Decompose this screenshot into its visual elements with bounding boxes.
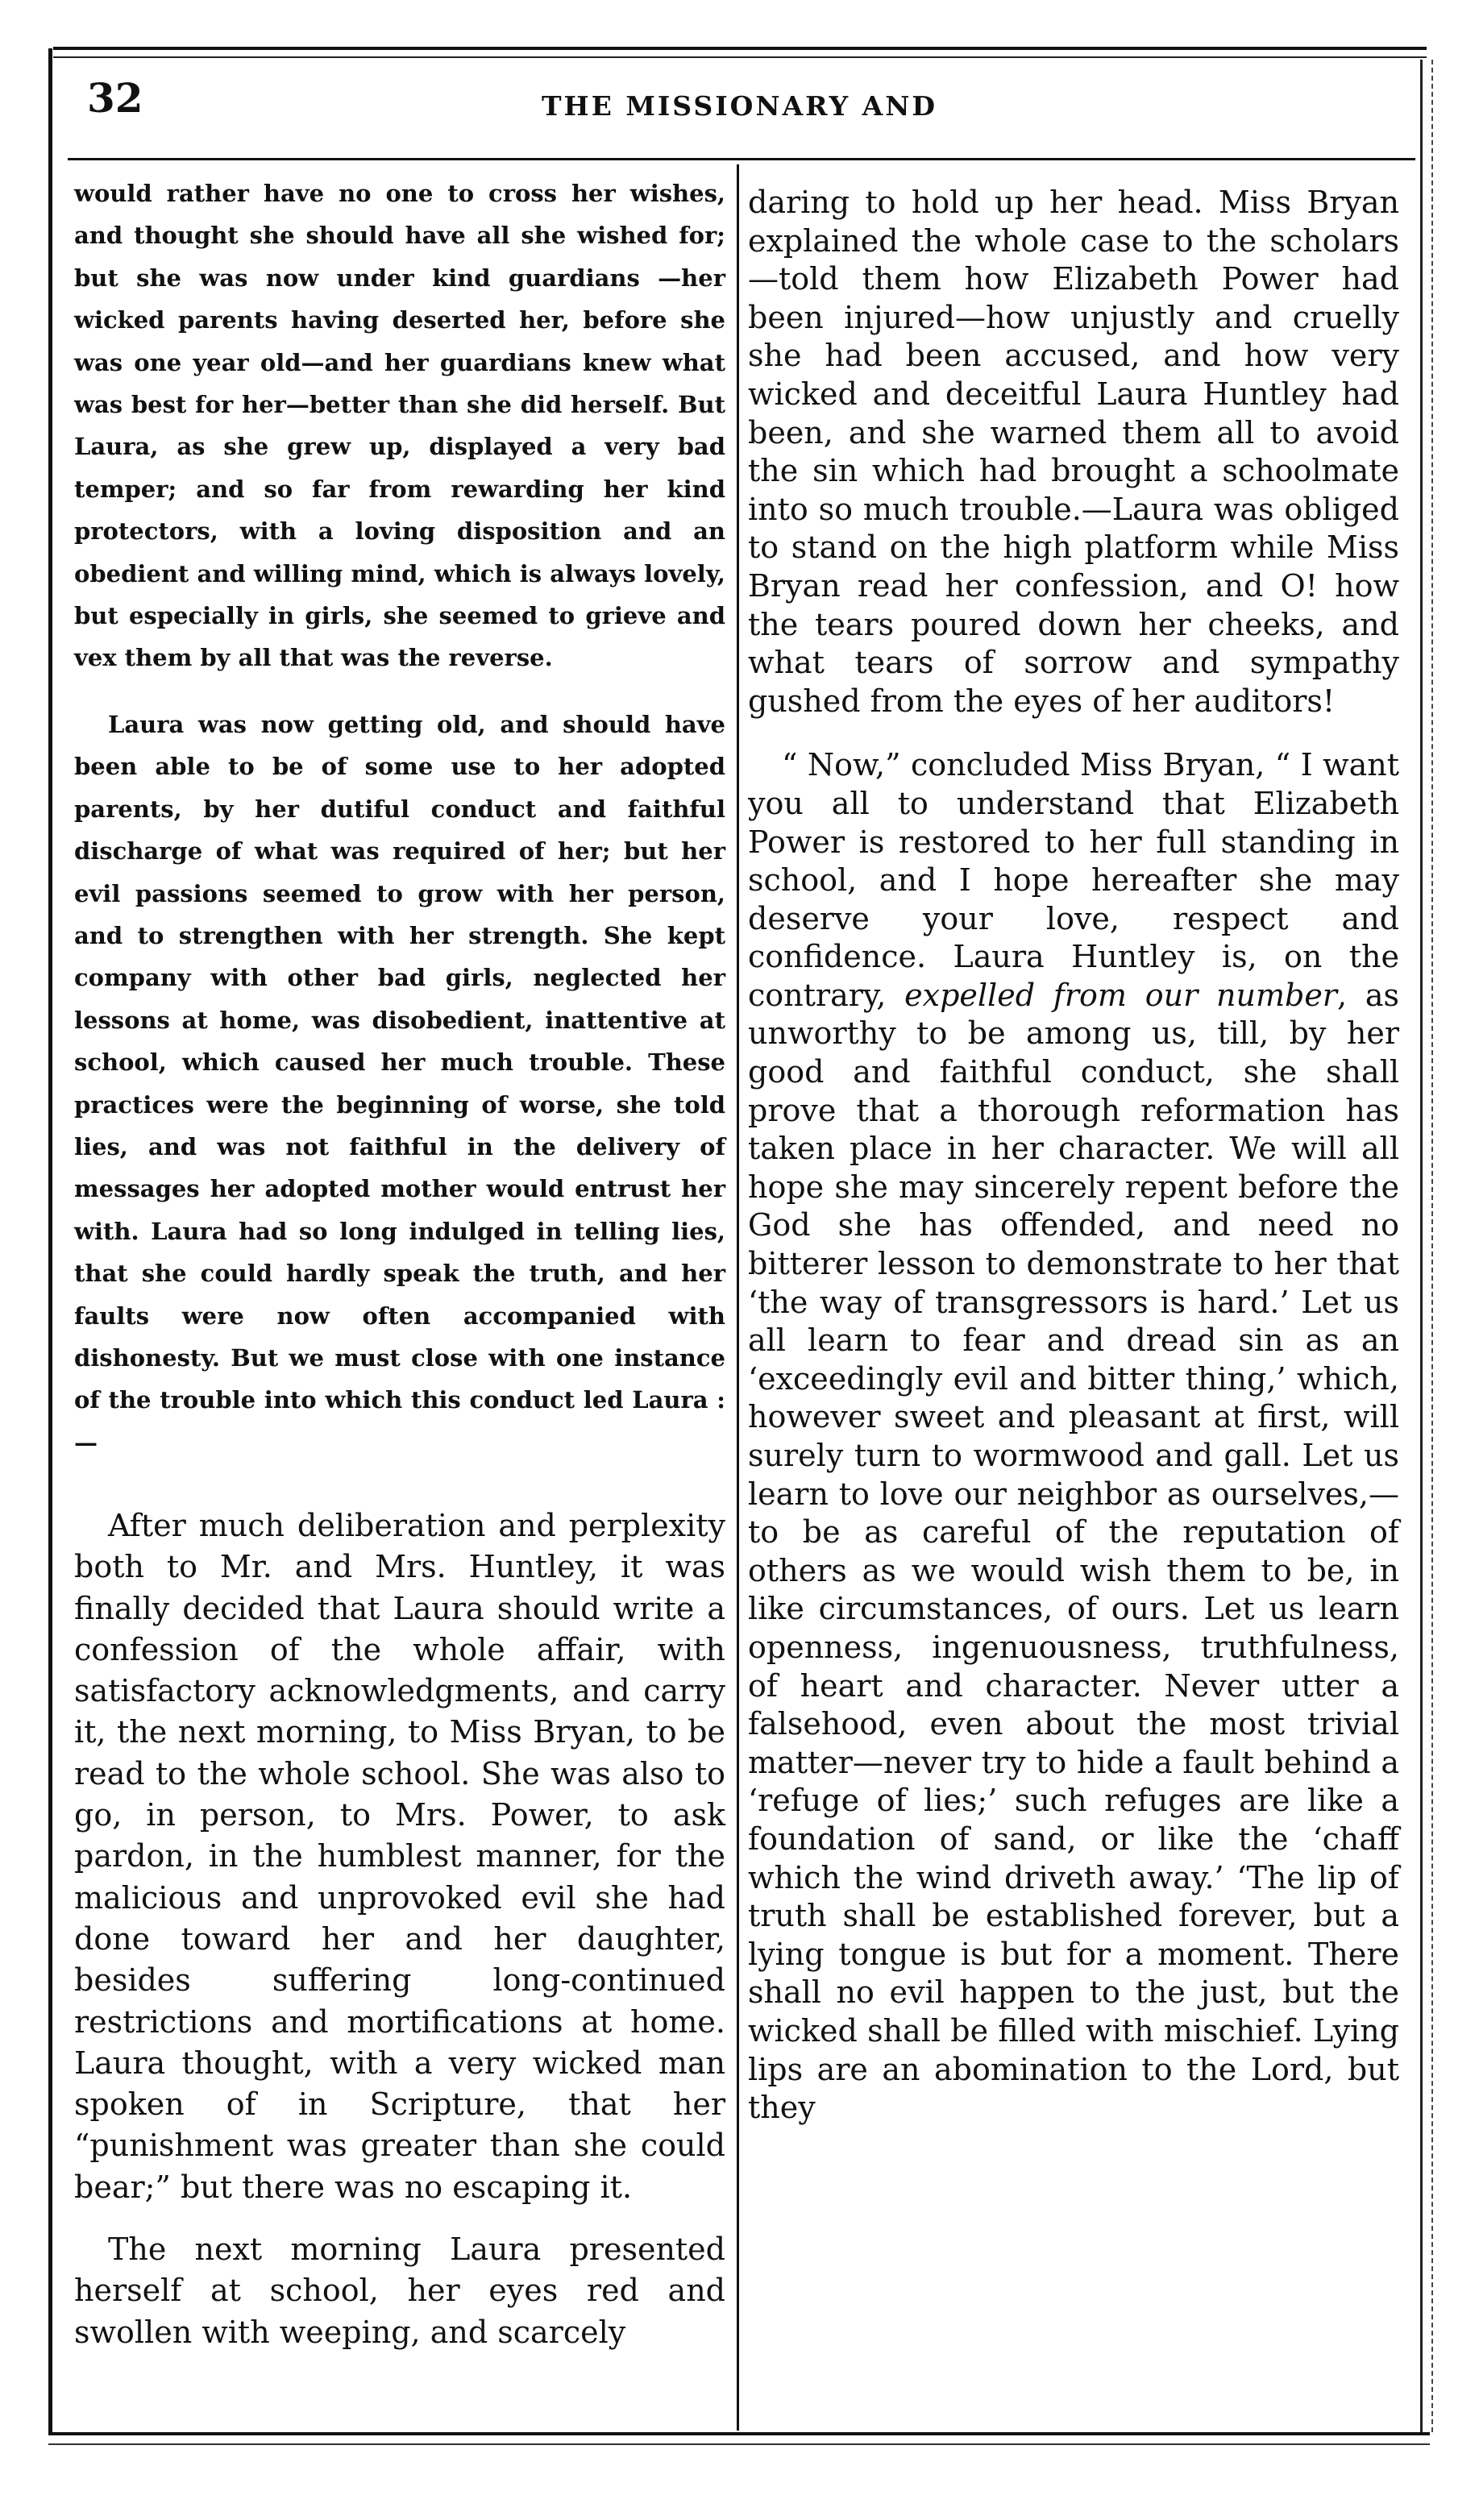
right-border-dashed <box>1431 60 1434 2432</box>
running-title: THE MISSIONARY AND <box>541 90 938 122</box>
left-border <box>48 48 52 2432</box>
bottom-border-thick <box>48 2432 1430 2435</box>
left-column-small-type <box>74 172 725 1463</box>
right-border <box>1420 60 1423 2432</box>
right-paragraph-1: daring to hold up her head. Miss Bryan explained the whole case to the scholars—told them how Elizabeth Power had been injured—how unjustly and cruelly she had been accused, and how very wicked and deceitful Laura Huntley had been, and she warned them all to avoid the sin which had brought a schoolmate into so much trouble.—Laura was obliged to stand on the high platform while Miss Bryan read her confession, and O! how the tears poured down her cheeks, and what tears of sorrow and sympathy gushed from the eyes of her auditors! <box>748 185 1399 719</box>
header-rule <box>68 158 1415 160</box>
left-paragraph-4: The next morning Laura presented herself at school, her eyes red and swollen with weeping, and scarcely <box>74 2231 725 2350</box>
left-paragraph-3: After much deliberation and perplexity both to Mr. and Mrs. Huntley, it was finally decided that Laura should write a confession of the whole affair, with satisfactory acknowledgments, and carry it, the next morning, to Miss Bryan, to be read to the whole school. She was also to go, in person, to Mrs. Power, to ask pardon, in the humblest manner, for the malicious and unprovoked evil she had done toward her and her daughter, besides suffering long-continued restrictions and mortifications at home. Laura thought, with a very wicked man spoken of in Scripture, that her “punishment was greater than she could bear;” but there was no escaping it. <box>74 1508 725 2205</box>
page-number: 32 <box>87 74 143 122</box>
top-border-thin <box>53 56 1427 58</box>
left-column-large-type <box>74 1505 725 2353</box>
column-divider <box>737 164 739 2431</box>
right-paragraph-2-start: “ Now,” concluded Miss Bryan, “ I want you all to understand that Elizabeth Power is restored to her full standing in school, and I hope hereafter she may deserve your love, respect and confidence. Laura Huntley is, on the contrary, <box>748 747 1399 1013</box>
top-border-thick <box>53 47 1427 50</box>
emphasized-phrase: expelled from our number <box>904 977 1337 1013</box>
left-paragraph-2: Laura was now getting old, and should have been able to be of some use to her adopted parents, by her dutiful conduct and faithful discharge of what was required of her; but her evil passions seemed to grow with her person, and to strengthen with her strength. She kept company with other bad girls, neglected her lessons at home, was disobedient, inattentive at school, which caused her much trouble. These practices were the beginning of worse, she told lies, and was not faithful in the delivery of messages her adopted mother would entrust her with. Laura had so long indulged in telling lies, that she could hardly speak the truth, and her faults were now often accompanied with dishonesty. But we must close with one instance of the trouble into which this conduct led Laura :— <box>74 710 725 1456</box>
right-paragraph-2-end: , as unworthy to be among us, till, by her good and faithful conduct, she shall prove that a thorough reformation has taken place in her character. We will all hope she may sincerely repent before the God she has offended, and need no bitterer lesson to demonstrate to her that ‘the way of transgressors is hard.’ Let us all learn to fear and dread sin as an ‘exceedingly evil and bitter thing,’ which, however sweet and pleasant at first, will surely turn to wormwood and gall. Let us learn to love our neighbor as ourselves,—to be as careful of the reputation of others as we would wish them to be, in like circumstances, of ours. Let us learn openness, ingenuousness, truthfulness, of heart and character. Never utter a falsehood, even about the most trivial matter—never try to hide a fault behind a ‘refuge of lies;’ such refuges are like a foundation of sand, or like the ‘chaff which the wind driveth away.’ ‘The lip of truth shall be established forever, but a lying tongue is but for a moment. There shall no evil happen to the just, but the wicked shall be filled with mischief. Lying lips are an abomination to the Lord, but they <box>748 977 1399 2126</box>
right-paragraph-2 <box>748 746 1399 2127</box>
left-paragraph-1: would rather have no one to cross her wishes, and thought she should have all she wished for; but she was now under kind guardians —her wicked parents having deserted her, before she was one year old—and her guardians knew what was best for her—better than she did herself. But Laura, as she grew up, displayed a very bad temper; and so far from rewarding her kind protectors, with a loving disposition and an obedient and willing mind, which is always lovely, but especially in girls, she seemed to grieve and vex them by all that was the reverse. <box>74 180 725 672</box>
right-column <box>748 184 1399 2128</box>
bottom-border-thin <box>48 2443 1430 2445</box>
